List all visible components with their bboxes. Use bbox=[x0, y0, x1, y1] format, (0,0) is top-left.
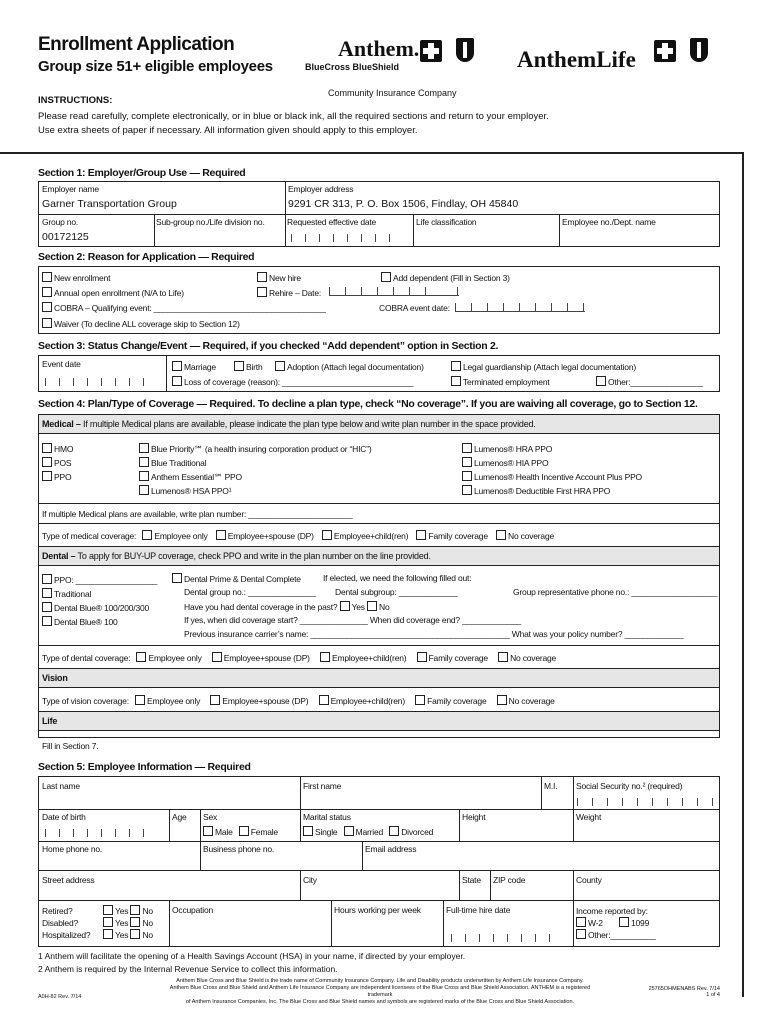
vision-coverage-row: Type of vision coverage: Employee only Employee+spouse (DP) Employee+child(ren) Family coverage No coverage bbox=[42, 696, 555, 706]
w2-checkbox[interactable]: W-2 bbox=[576, 918, 603, 928]
page-number: 1 of 4 bbox=[706, 992, 720, 998]
hmo-checkbox[interactable]: HMO bbox=[42, 442, 73, 456]
section4-heading: Section 4: Plan/Type of Coverage — Required. To decline a plan type, check “No coverage”. If you are waiving all coverage, go to Section 12. bbox=[38, 398, 698, 410]
section3-heading: Section 3: Status Change/Event — Required, if you checked “Add dependent” option in Section 2. bbox=[38, 340, 499, 352]
other-income-checkbox[interactable]: Other:__________ bbox=[576, 929, 656, 941]
den-family[interactable]: Family coverage bbox=[417, 653, 488, 663]
ssn-field[interactable]: Social Security no.² (required) bbox=[573, 777, 719, 809]
marriage-checkbox[interactable]: Marriage bbox=[172, 361, 216, 372]
instructions-heading: INSTRUCTIONS: bbox=[38, 95, 113, 106]
fulltime-hire-date-field[interactable]: Full-time hire date bbox=[443, 900, 574, 946]
med-employee-only[interactable]: Employee only bbox=[142, 531, 207, 541]
age-field[interactable]: Age bbox=[169, 809, 201, 841]
footnote-2: 2 Anthem is required by the Internal Revenue Service to collect this information. bbox=[38, 964, 338, 974]
dob-ticks bbox=[45, 829, 157, 837]
middle-initial-field[interactable]: M.I. bbox=[541, 777, 574, 809]
waiver-checkbox[interactable]: Waiver (To decline ALL coverage skip to Section 12) bbox=[42, 318, 240, 329]
employer-name-field[interactable]: Employer name Garner Transportation Group bbox=[39, 182, 286, 214]
dob-field[interactable]: Date of birth bbox=[39, 809, 170, 841]
anthem-essential-checkbox[interactable]: Anthem Essential℠ PPO bbox=[139, 470, 371, 484]
city-field[interactable]: City bbox=[300, 870, 460, 900]
section1-heading: Section 1: Employer/Group Use — Required bbox=[38, 167, 246, 179]
new-enrollment-checkbox[interactable]: New enrollment bbox=[42, 272, 110, 283]
form-code-left: A0H-82 Rev. 7/14 bbox=[38, 994, 82, 1000]
dental-subgroup[interactable]: Dental subgroup: _____________ bbox=[335, 587, 458, 597]
lumenos-hsa-checkbox[interactable]: Lumenos® HSA PPO¹ bbox=[139, 484, 371, 498]
new-hire-checkbox[interactable]: New hire bbox=[257, 272, 301, 283]
med-no-coverage[interactable]: No coverage bbox=[496, 531, 554, 541]
divorced-checkbox[interactable]: Divorced bbox=[389, 827, 433, 837]
employer-name-value: Garner Transportation Group bbox=[42, 198, 177, 210]
hospitalized-no-checkbox[interactable] bbox=[130, 929, 140, 939]
zip-field[interactable]: ZIP code bbox=[490, 870, 574, 900]
adoption-checkbox[interactable]: Adoption (Attach legal documentation) bbox=[275, 361, 424, 372]
hire-date-ticks bbox=[451, 934, 563, 942]
instructions-text: Please read carefully, complete electronically, or in blue or black ink, all the required sections and return to your employer. Use extra sheets of paper if necessary. All information given should apply to this employer. bbox=[38, 111, 549, 136]
dental-header: Dental – To apply for BUY-UP coverage, check PPO and write in the plan number on the line provided. bbox=[39, 546, 719, 566]
page-border bbox=[742, 152, 744, 997]
den-employee-only[interactable]: Employee only bbox=[136, 653, 201, 663]
effective-date-field[interactable]: Requested effective date bbox=[285, 214, 414, 246]
disabled-yes-checkbox[interactable] bbox=[103, 917, 113, 927]
dental-col1 bbox=[42, 573, 157, 629]
retired-no-checkbox[interactable] bbox=[130, 905, 140, 915]
lumenos-hia-checkbox[interactable]: Lumenos® HIA PPO bbox=[462, 456, 642, 470]
group-rep-phone[interactable]: Group representative phone no.: ___________________ bbox=[513, 587, 718, 597]
med-employee-spouse[interactable]: Employee+spouse (DP) bbox=[216, 531, 314, 541]
employee-no-field[interactable]: Employee no./Dept. name bbox=[562, 217, 656, 227]
status-questions: Retired? Disabled? Hospitalized? Yes No Yes No Yes No bbox=[39, 900, 170, 946]
email-field[interactable]: Email address bbox=[365, 844, 417, 854]
form-code-right: 25765OHMENABS Rev. 7/14 1 of 4 bbox=[648, 986, 720, 998]
group-no-value: 00172125 bbox=[42, 231, 89, 243]
den-employee-spouse[interactable]: Employee+spouse (DP) bbox=[212, 653, 310, 663]
page-border bbox=[0, 152, 742, 154]
dental-blue-100-300-checkbox[interactable]: Dental Blue® 100/200/300 bbox=[42, 601, 157, 615]
medical-col2 bbox=[139, 442, 371, 498]
terminated-checkbox[interactable]: Terminated employment bbox=[451, 376, 550, 387]
med-family[interactable]: Family coverage bbox=[416, 531, 487, 541]
event-date-ticks bbox=[45, 378, 157, 386]
business-phone-field[interactable]: Business phone no. bbox=[200, 841, 363, 870]
vis-employee-children[interactable]: Employee+child(ren) bbox=[319, 696, 405, 706]
cobra-event-date-ticks bbox=[455, 303, 585, 312]
dental-group-no[interactable]: Dental group no.: _______________ bbox=[184, 587, 316, 597]
county-field[interactable]: County bbox=[576, 875, 602, 885]
lumenos-hia-plus-checkbox[interactable]: Lumenos® Health Incentive Account Plus PPO bbox=[462, 470, 642, 484]
anthem-logo-text: Anthem. bbox=[338, 36, 420, 61]
section5-box bbox=[38, 776, 720, 947]
form-title: Enrollment Application bbox=[38, 34, 235, 55]
income-field: Income reported by: W-2 1099 Other:__________ bbox=[576, 906, 656, 940]
subgroup-field[interactable]: Sub-group no./Life division no. bbox=[154, 214, 286, 246]
section2-heading: Section 2: Reason for Application — Required bbox=[38, 251, 255, 263]
rehire-checkbox[interactable]: Rehire – Date: bbox=[257, 287, 321, 298]
lumenos-hra-checkbox[interactable]: Lumenos® HRA PPO bbox=[462, 442, 642, 456]
life-header: Life bbox=[39, 711, 719, 731]
had-dental-no[interactable]: No bbox=[367, 602, 389, 612]
dental-blue-100-checkbox[interactable]: Dental Blue® 100 bbox=[42, 615, 157, 629]
vis-employee-only[interactable]: Employee only bbox=[135, 696, 200, 706]
employer-address-field[interactable]: Employer address 9291 CR 313, P. O. Box 1506, Findlay, OH 45840 bbox=[288, 184, 519, 210]
1099-checkbox[interactable]: 1099 bbox=[619, 918, 649, 928]
other-event-checkbox[interactable]: Other:________________ bbox=[596, 376, 703, 387]
married-checkbox[interactable]: Married bbox=[344, 827, 383, 837]
form-subtitle: Group size 51+ eligible employees bbox=[38, 58, 273, 75]
blue-traditional-checkbox[interactable]: Blue Traditional bbox=[139, 456, 371, 470]
last-name-field[interactable]: Last name bbox=[39, 777, 301, 809]
den-no-coverage[interactable]: No coverage bbox=[498, 653, 556, 663]
medical-col3 bbox=[462, 442, 642, 498]
birth-checkbox[interactable]: Birth bbox=[234, 361, 262, 372]
annual-open-checkbox[interactable]: Annual open enrollment (N/A to Life) bbox=[42, 287, 184, 298]
dental-ppo-checkbox[interactable]: PPO: __________________ bbox=[42, 573, 157, 587]
disabled-no-checkbox[interactable] bbox=[130, 917, 140, 927]
event-date-field[interactable]: Event date bbox=[39, 356, 167, 391]
male-checkbox[interactable]: Male bbox=[203, 827, 233, 837]
height-field[interactable]: Height bbox=[459, 809, 574, 841]
dental-prime-checkbox[interactable]: Dental Prime & Dental Complete bbox=[172, 573, 301, 584]
life-classification-field[interactable]: Life classification bbox=[413, 214, 560, 246]
loss-coverage-checkbox[interactable]: Loss of coverage (reason): _____________________________ bbox=[172, 376, 413, 387]
ssn-ticks bbox=[577, 798, 713, 806]
cobra-event-date-label: COBRA event date: bbox=[379, 303, 450, 313]
female-checkbox[interactable]: Female bbox=[239, 827, 278, 837]
company-name: Community Insurance Company bbox=[328, 88, 457, 98]
dental-coverage-row: Type of dental coverage: Employee only Employee+spouse (DP) Employee+child(ren) Family coverage No coverage bbox=[42, 653, 557, 663]
state-field[interactable]: State bbox=[459, 870, 491, 900]
blue-shield-icon bbox=[456, 38, 474, 62]
first-name-field[interactable]: First name bbox=[300, 777, 542, 809]
dental-traditional-checkbox[interactable]: Traditional bbox=[42, 587, 157, 601]
vis-no-coverage[interactable]: No coverage bbox=[497, 696, 555, 706]
medical-header: Medical – If multiple Medical plans are available, please indicate the plan type below and write plan number in the space provided. bbox=[39, 415, 719, 434]
medical-col1 bbox=[42, 442, 73, 484]
street-address-field[interactable]: Street address bbox=[39, 870, 301, 900]
legal-guardianship-checkbox[interactable]: Legal guardianship (Attach legal documentation) bbox=[451, 361, 636, 372]
blue-cross-icon bbox=[420, 40, 442, 62]
section4-box bbox=[38, 414, 720, 751]
marital-field: Marital status Single Married Divorced bbox=[300, 809, 460, 841]
sex-field: Sex Male Female bbox=[200, 809, 301, 841]
section5-heading: Section 5: Employee Information — Required bbox=[38, 761, 251, 773]
pos-checkbox[interactable]: POS bbox=[42, 456, 73, 470]
blue-shield-icon bbox=[690, 38, 708, 62]
retired-yes-checkbox[interactable] bbox=[103, 905, 113, 915]
multiple-plans-line[interactable]: If multiple Medical plans are available, write plan number: _______________________ bbox=[42, 509, 353, 519]
home-phone-field[interactable]: Home phone no. bbox=[39, 841, 201, 870]
previous-carrier[interactable]: Previous insurance carrier’s name: ____________________________________________ What was your policy number? _____________ bbox=[184, 629, 684, 639]
bcbs-logo-text: BlueCross BlueShield bbox=[305, 62, 400, 72]
med-employee-children[interactable]: Employee+child(ren) bbox=[322, 531, 408, 541]
date-tick-marks bbox=[291, 234, 401, 242]
anthem-life-logo-text: AnthemLife bbox=[517, 47, 636, 72]
occupation-field[interactable]: Occupation bbox=[169, 900, 332, 946]
single-checkbox[interactable]: Single bbox=[303, 827, 337, 837]
vision-header: Vision bbox=[39, 668, 719, 688]
lumenos-deductible-checkbox[interactable]: Lumenos® Deductible First HRA PPO bbox=[462, 484, 642, 498]
weight-field[interactable]: Weight bbox=[576, 812, 602, 822]
cobra-qualifying-checkbox[interactable]: COBRA – Qualifying event: ______________________________________ bbox=[42, 302, 326, 313]
hospitalized-yes-checkbox[interactable] bbox=[103, 929, 113, 939]
section3-box bbox=[38, 355, 720, 392]
footnote-1: 1 Anthem will facilitate the opening of a Health Savings Account (HSA) in your name, if directed by your employer. bbox=[38, 951, 466, 961]
den-employee-children[interactable]: Employee+child(ren) bbox=[320, 653, 406, 663]
add-dependent-checkbox[interactable]: Add dependent (Fill in Section 3) bbox=[381, 272, 510, 283]
section1-box bbox=[38, 181, 720, 247]
blue-priority-checkbox[interactable]: Blue Priority℠ (a health insuring corporation product or “HIC”) bbox=[139, 442, 371, 456]
employer-address-value: 9291 CR 313, P. O. Box 1506, Findlay, OH 45840 bbox=[288, 198, 519, 210]
blue-cross-icon bbox=[654, 40, 676, 62]
had-dental-row: Have you had dental coverage in the past? Yes No bbox=[184, 602, 390, 612]
vis-employee-spouse[interactable]: Employee+spouse (DP) bbox=[210, 696, 308, 706]
had-dental-yes[interactable]: Yes bbox=[340, 602, 365, 612]
medical-coverage-row: Type of medical coverage: Employee only Employee+spouse (DP) Employee+child(ren) Family coverage No coverage bbox=[42, 531, 555, 541]
rehire-date-ticks bbox=[329, 287, 459, 296]
legal-text: Anthem Blue Cross and Blue Shield is the trade name of Community Insurance Company. Life and Disability products underwritten by Anthem Life Insurance Company. Anthem Blue Cross and Blue Shield and Anthem Life Insurance Company are independent licensees of the Blue Cross and Blue Shield Association. ANTHEM is a registered trademark of Anthem Insurance Companies, Inc. The Blue Cross and Blue Shield names and symbols are registered marks of the Blue Cross and Blue Shield Association. bbox=[169, 978, 591, 1005]
group-no-field[interactable]: Group no. 00172125 bbox=[39, 214, 155, 246]
vis-family[interactable]: Family coverage bbox=[415, 696, 486, 706]
fill-section7: Fill in Section 7. bbox=[42, 741, 99, 751]
hours-field[interactable]: Hours working per week bbox=[331, 900, 444, 946]
dental-start-end[interactable]: If yes, when did coverage start? _______________ When did coverage end? _____________ bbox=[184, 615, 521, 625]
dental-elected-text: If elected, we need the following filled out: bbox=[323, 573, 472, 583]
section2-box bbox=[38, 266, 720, 334]
ppo-checkbox[interactable]: PPO bbox=[42, 470, 73, 484]
